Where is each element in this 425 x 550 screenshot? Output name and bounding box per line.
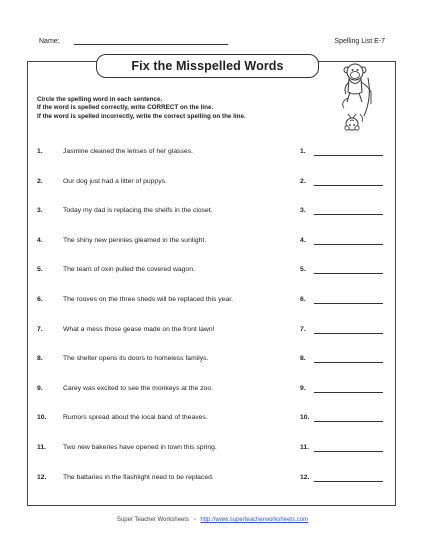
question-row [37, 326, 385, 356]
question-row [37, 178, 385, 208]
question-row [37, 237, 385, 267]
answer-number: 12. [300, 473, 310, 481]
question-number: 3. [37, 207, 43, 215]
answer-number: 7. [300, 325, 306, 333]
question-number: 5. [37, 266, 43, 274]
instruction-line: If the word is spelled incorrectly, write the correct spelling on the line. [37, 112, 246, 120]
answer-number: 5. [300, 266, 306, 274]
question-row [37, 355, 385, 385]
question-number: 2. [37, 177, 43, 185]
answer-number: 6. [300, 295, 306, 303]
answer-line[interactable] [314, 392, 383, 393]
worksheet-header [39, 37, 385, 49]
footer-separator: - [193, 517, 196, 523]
instructions [37, 96, 337, 121]
answer-line[interactable] [314, 333, 383, 334]
answer-line[interactable] [314, 214, 383, 215]
answer-number: 4. [300, 236, 306, 244]
answer-line[interactable] [314, 481, 383, 482]
answer-number: 1. [300, 148, 306, 155]
instruction-line: Circle the spelling word in each sentence. [37, 96, 163, 103]
question-row [37, 385, 385, 415]
answer-number: 8. [300, 355, 306, 363]
spelling-list-label: Spelling List E-7 [334, 38, 385, 45]
question-sentence: The team of oxin pulled the covered wagon. [63, 266, 195, 274]
question-sentence: Two new bakeries have opened in town this spring. [63, 443, 217, 451]
question-number: 11. [37, 443, 47, 451]
question-sentence: What a mess those gease made on the front lawn! [63, 325, 215, 333]
question-number: 4. [37, 236, 43, 244]
answer-line[interactable] [314, 362, 383, 363]
footer-url-link[interactable]: http://www.superteacherworksheets.com [200, 517, 309, 523]
question-row [37, 444, 385, 474]
answer-line[interactable] [314, 185, 383, 186]
name-line[interactable] [74, 44, 228, 45]
question-number: 1. [37, 148, 43, 155]
question-row [37, 207, 385, 237]
answer-line[interactable] [314, 451, 383, 452]
question-sentence: Our dog just had a litter of puppys. [63, 177, 167, 185]
question-number: 9. [37, 384, 43, 392]
question-list [37, 148, 385, 503]
question-sentence: Rumors spread about the local band of theaves. [63, 414, 208, 422]
footer-site-name: Super Teacher Worksheets [116, 517, 190, 523]
question-sentence: The battaries in the flashlight need to be replaced. [63, 473, 214, 481]
monkey-clipart-icon [338, 58, 378, 136]
question-number: 8. [37, 355, 43, 363]
question-sentence: The rooves on the three sheds will be replaced this year. [63, 295, 234, 303]
question-number: 7. [37, 325, 43, 333]
answer-number: 11. [300, 443, 310, 451]
question-number: 6. [37, 295, 43, 303]
answer-line[interactable] [314, 155, 383, 156]
question-sentence: Carey was excited to see the monkeys at the zoo. [63, 384, 213, 392]
question-row [37, 148, 385, 178]
question-row [37, 414, 385, 444]
question-row [37, 296, 385, 326]
question-row [37, 474, 385, 504]
answer-number: 3. [300, 207, 306, 215]
answer-line[interactable] [314, 421, 383, 422]
question-number: 10. [37, 414, 47, 422]
question-sentence: Jasmine cleaned the lenses of her glasses. [63, 148, 193, 155]
answer-number: 10. [300, 414, 310, 422]
answer-number: 9. [300, 384, 306, 392]
page-title: Fix the Misspelled Words [131, 59, 284, 73]
question-row [37, 266, 385, 296]
answer-number: 2. [300, 177, 306, 185]
footer [0, 517, 425, 523]
question-number: 12. [37, 473, 47, 481]
answer-line[interactable] [314, 303, 383, 304]
title-box [96, 54, 319, 78]
name-label: Name: [39, 38, 60, 45]
question-sentence: The shiny new pennies gleamed in the sunlight. [63, 236, 207, 244]
answer-line[interactable] [314, 273, 383, 274]
answer-line[interactable] [314, 244, 383, 245]
question-sentence: Today my dad is replacing the shelfs in the closet. [63, 207, 213, 215]
question-sentence: The shelter opens its doors to homeless familys. [63, 355, 209, 363]
instruction-line: If the word is spelled correctly, write CORRECT on the line. [37, 104, 214, 112]
